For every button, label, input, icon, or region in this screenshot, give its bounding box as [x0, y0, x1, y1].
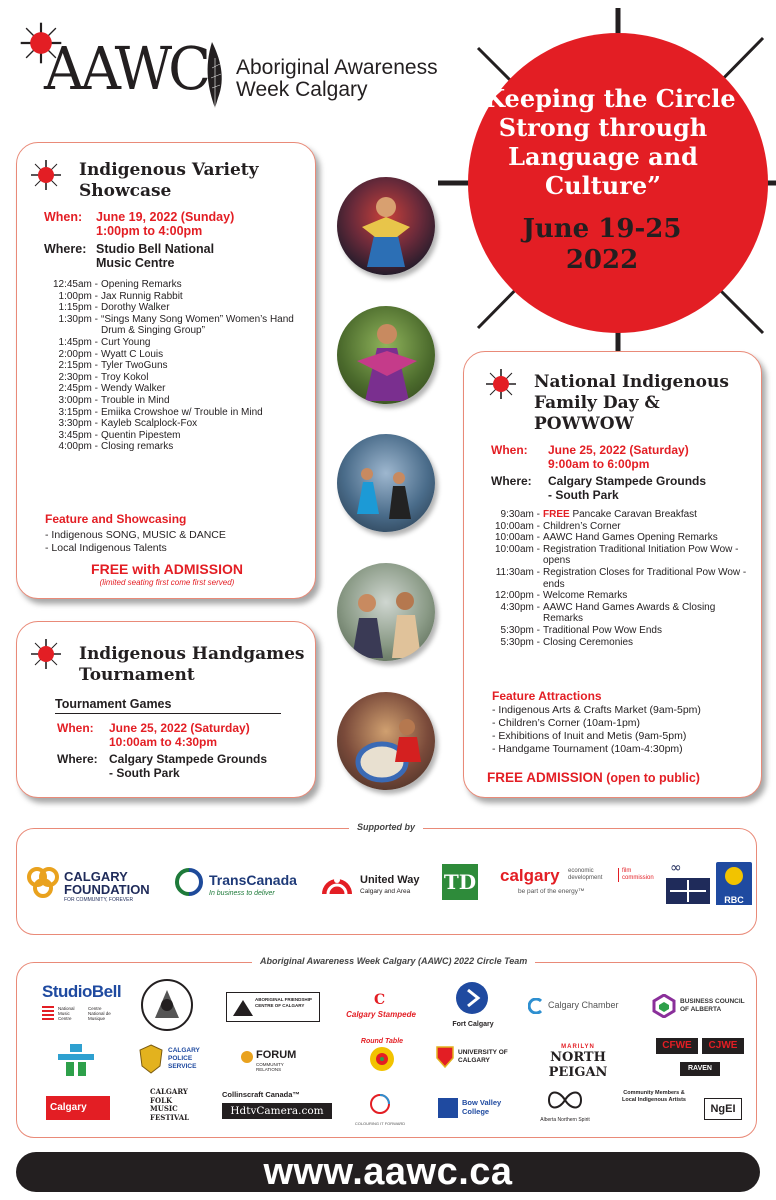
forum-sub: COMMUNITY RELATIONS — [256, 1062, 284, 1072]
calgary-foundation-logo — [26, 864, 156, 904]
schedule-desc-wrap — [540, 590, 748, 602]
afccc-name: ABORIGINAL FRIENDSHIP CENTRE OF CALGARY — [255, 997, 312, 1008]
schedule-desc: Closing Ceremonies — [543, 636, 634, 648]
cfwe-name: CFWE — [656, 1038, 698, 1054]
schedule-desc: Registration Closes for Traditional Pow Wow - ends — [543, 566, 747, 590]
dancer-photo-icon — [337, 177, 435, 275]
business-council-icon — [652, 994, 676, 1018]
medicine-wheel-icon — [484, 367, 518, 401]
schedule-time: 1:30pm - — [58, 313, 98, 325]
schedule-desc-wrap — [540, 521, 748, 533]
studio-bell-name: StudioBell — [42, 982, 122, 1001]
calgary-econ-name: calgary — [500, 866, 560, 885]
handgames-title-line2: Tournament — [79, 665, 195, 685]
medicine-wheel-icon — [29, 158, 63, 192]
circle-team-label: Aboriginal Awareness Week Calgary (AAWC) 2022 Circle Team — [252, 956, 535, 966]
north-peigan-name: NORTH PEIGAN — [548, 1050, 608, 1080]
united-way-name: United Way — [360, 874, 420, 886]
family-day-when — [491, 443, 689, 471]
schedule-desc: Registration Traditional Initiation Pow Wow - opens — [543, 543, 739, 567]
bow-valley-icon — [438, 1098, 458, 1118]
schedule-row — [43, 441, 311, 453]
showcase-feature-heading: Feature and Showcasing — [45, 512, 187, 526]
family-day-where-value — [548, 474, 706, 502]
schedule-time: 11:30am - — [495, 566, 540, 578]
showcase-schedule — [43, 279, 311, 453]
handgames-time: 10:00am to 4:30pm — [109, 735, 218, 749]
schedule-desc-wrap — [540, 567, 748, 590]
dancer-photo-icon — [337, 306, 435, 404]
calgary-economic-logo — [500, 866, 660, 902]
infinity-logo — [666, 858, 714, 906]
schedule-row — [486, 625, 748, 637]
showcase-when-value — [96, 210, 234, 238]
bow-valley-name: Bow Valley College — [462, 1098, 502, 1116]
calgary-chamber-name: Calgary Chamber — [548, 1000, 619, 1010]
schedule-row — [43, 383, 311, 395]
mountain-icon — [233, 998, 253, 1016]
folk-fest-logo: CALGARY FOLK MUSIC FESTIVAL — [150, 1087, 190, 1122]
schedule-row — [486, 590, 748, 602]
handgames-title-line1: Indigenous Handgames — [79, 644, 305, 664]
colouring-name: COLOURING IT FORWARD — [354, 1121, 406, 1126]
schedule-desc-wrap — [540, 602, 748, 625]
schedule-row — [486, 509, 748, 521]
handgames-where-value — [109, 752, 267, 780]
showcase-title-line1: Indigenous Variety — [79, 160, 259, 180]
calgary-foundation-name: CALGARY FOUNDATION — [64, 869, 150, 897]
handgames-subheading: Tournament Games — [55, 697, 281, 714]
schedule-desc-wrap — [540, 544, 748, 567]
city-of-calgary-logo: Calgary — [46, 1096, 110, 1120]
schedule-time: 10:00am - — [494, 532, 540, 544]
schedule-time: 9:30am - — [500, 509, 540, 520]
hero-tagline: “Keeping the Circle Strong through Language and Culture” — [470, 84, 736, 200]
schedule-desc: Opening Remarks — [101, 279, 182, 290]
free-admission-note: (open to public) — [602, 771, 700, 785]
svg-text:∞: ∞ — [670, 860, 682, 876]
schedule-desc-wrap — [540, 532, 748, 544]
schedule-row — [43, 349, 311, 361]
schedule-row — [486, 544, 748, 567]
schedule-row — [43, 302, 311, 314]
schedule-desc: AAWC Hand Games Awards & Closing Remarks — [543, 601, 716, 625]
feature-item: - Children’s Corner (10am-1pm) — [492, 717, 641, 729]
family-day-date: June 25, 2022 (Saturday) — [548, 443, 689, 457]
free-admission: FREE ADMISSION — [487, 770, 603, 785]
showcase-free-note: (limited seating first come first served) — [99, 578, 235, 587]
feature-item: - Exhibitions of Inuit and Metis (9am-5pm) — [492, 730, 687, 742]
schedule-row — [43, 372, 311, 384]
business-council-logo — [652, 994, 752, 1022]
schedule-desc: Troy Kokol — [101, 371, 149, 383]
schedule-time: 10:00am - — [494, 520, 540, 532]
handgames-title — [79, 644, 305, 686]
nmc-name-fr: Centre National de Musique — [88, 1006, 111, 1021]
nmc-name: National Music Centre — [58, 1006, 75, 1021]
uofc-logo — [436, 1046, 508, 1072]
transcanada-icon — [175, 868, 203, 896]
family-day-feature-heading: Feature Attractions — [492, 689, 602, 703]
schedule-desc: Welcome Remarks — [543, 590, 628, 602]
feature-item: - Indigenous SONG, MUSIC & DANCE — [45, 529, 226, 541]
family-day-where — [491, 474, 706, 502]
family-day-card — [463, 351, 762, 798]
infinity-icon — [666, 858, 714, 906]
schedule-time: 3:15pm - — [58, 406, 98, 418]
feature-item: - Indigenous Arts & Crafts Market (9am-5pm) — [492, 704, 701, 716]
family-day-venue-line1: Calgary Stampede Grounds — [548, 474, 707, 488]
photo-drummers — [337, 692, 435, 790]
schedule-time: 2:45pm - — [58, 383, 98, 395]
schedule-row — [43, 291, 311, 303]
bow-valley-logo — [438, 1096, 518, 1122]
family-day-free — [487, 770, 700, 785]
drum-photo-icon — [337, 692, 435, 790]
round-table-logo — [356, 1038, 408, 1082]
calgary-police-logo — [138, 1042, 208, 1078]
schedule-row — [43, 407, 311, 419]
uofc-crest-icon — [436, 1046, 454, 1068]
schedule-desc: Curt Young — [101, 336, 151, 348]
photo-dancer-1 — [337, 177, 435, 275]
colouring-forward-logo — [352, 1092, 408, 1128]
photo-singers — [337, 563, 435, 661]
family-day-title-line3: POWWOW — [534, 414, 634, 434]
family-day-when-value — [548, 443, 689, 471]
rbc-lion-icon — [716, 862, 752, 890]
schedule-desc: Emiika Crowshoe w/ Trouble in Mind — [101, 406, 263, 418]
singers-photo-icon — [337, 563, 435, 661]
family-day-time: 9:00am to 6:00pm — [548, 457, 650, 471]
police-badge-icon — [138, 1044, 164, 1074]
inukshuk-icon — [56, 1044, 96, 1076]
north-peigan-logo — [536, 1044, 620, 1080]
aawc-logo-letters: AAWC — [44, 35, 208, 104]
schedule-time: 2:00pm - — [58, 348, 98, 360]
where-label: Where: — [44, 242, 87, 256]
united-way-icon — [320, 866, 354, 896]
schedule-desc: Closing remarks — [101, 441, 174, 453]
stampede-name: Calgary Stampede — [346, 1010, 416, 1019]
united-way-logo — [320, 864, 420, 904]
forum-icon — [240, 1050, 254, 1064]
schedule-desc: AAWC Hand Games Opening Remarks — [543, 532, 718, 544]
showcase-title — [79, 160, 259, 202]
family-day-feature-list — [492, 704, 701, 756]
transcanada-logo — [175, 866, 305, 902]
handgames-when-value — [109, 721, 250, 749]
showcase-date: June 19, 2022 (Sunday) — [96, 210, 235, 224]
stampede-c-icon — [372, 990, 388, 1006]
hdtv-camera-logo — [222, 1090, 332, 1130]
fort-calgary-icon — [450, 980, 496, 1016]
united-way-tag: Calgary and Area — [360, 888, 411, 895]
supported-by-label: Supported by — [349, 822, 423, 832]
round-table-name: Round Table — [360, 1038, 404, 1045]
svg-text:C: C — [374, 992, 386, 1006]
forum-name: FORUM — [256, 1049, 297, 1061]
schedule-desc: Children’s Corner — [543, 520, 621, 532]
handgames-when — [57, 721, 250, 749]
calgary-econ-tag: be part of the energy™ — [518, 888, 585, 895]
schedule-desc: “Sings Many Song Women” Women’s Hand Drum & Singing Group” — [101, 313, 294, 337]
schedule-time: 4:30pm - — [500, 601, 540, 613]
calgary-police-name: CALGARY POLICE SERVICE — [168, 1047, 200, 1070]
schedule-time: 12:45am - — [52, 279, 98, 290]
schedule-row — [486, 602, 748, 625]
business-council-name: BUSINESS COUNCIL OF ALBERTA — [680, 998, 745, 1013]
forum-logo — [240, 1048, 310, 1072]
calgary-foundation-icon — [26, 866, 60, 900]
showcase-venue-line1: Studio Bell National — [96, 242, 215, 256]
treaty-seal-icon — [140, 978, 194, 1032]
showcase-title-line2: Showcase — [79, 181, 172, 201]
hdtv-name: HdtvCamera.com — [222, 1103, 332, 1119]
td-logo: TD — [442, 864, 478, 900]
chamber-c-icon — [528, 998, 544, 1014]
schedule-time: 12:00pm - — [494, 590, 540, 602]
schedule-desc-wrap — [540, 509, 748, 521]
handgames-venue-line1: Calgary Stampede Grounds — [109, 752, 268, 766]
schedule-time: 1:15pm - — [58, 302, 98, 314]
schedule-desc: Dorothy Walker — [101, 302, 170, 314]
feather-icon — [198, 38, 232, 110]
schedule-row — [486, 637, 748, 649]
family-day-title — [534, 372, 729, 435]
handgames-card — [16, 621, 316, 798]
transcanada-name: TransCanada — [209, 872, 297, 888]
film-commission: film commission — [618, 868, 654, 882]
calgary-chamber-logo — [528, 996, 628, 1018]
when-label: When: — [57, 721, 94, 735]
photo-performers — [337, 434, 435, 532]
fort-calgary-logo — [450, 980, 496, 1030]
raven-name: RAVEN — [680, 1062, 720, 1076]
family-day-schedule — [486, 509, 748, 648]
schedule-desc: Tyler TwoGuns — [101, 360, 168, 372]
schedule-row — [486, 567, 748, 590]
schedule-time: 5:30pm - — [500, 636, 540, 648]
stampede-logo — [344, 990, 418, 1026]
handgames-venue-line2: - South Park — [109, 766, 180, 780]
showcase-feature-list — [45, 529, 226, 555]
schedule-row — [486, 532, 748, 544]
when-label: When: — [491, 443, 528, 457]
showcase-where-value — [96, 242, 214, 270]
schedule-desc: Pancake Caravan Breakfast — [569, 509, 697, 520]
showcase-venue-line2: Music Centre — [96, 256, 175, 270]
schedule-time: 3:30pm - — [58, 418, 98, 430]
footer-bar — [16, 1152, 760, 1192]
when-label: When: — [44, 210, 83, 224]
calgary-foundation-tag: FOR COMMUNITY, FOREVER — [64, 897, 134, 903]
family-day-title-line2: Family Day & — [534, 393, 660, 413]
schedule-time: 2:15pm - — [58, 360, 98, 372]
schedule-row — [43, 418, 311, 430]
infinity-icon — [545, 1088, 585, 1112]
fort-calgary-name: Fort Calgary — [452, 1021, 494, 1028]
showcase-card — [16, 142, 316, 599]
collinscraft-name: Collinscraft Canada™ — [222, 1090, 300, 1099]
schedule-time: 2:30pm - — [58, 371, 98, 383]
org-name-line1: Aboriginal Awareness — [236, 56, 438, 79]
showcase-time: 1:00pm to 4:00pm — [96, 224, 203, 238]
org-name-line2: Week Calgary — [236, 78, 368, 101]
schedule-row — [43, 395, 311, 407]
uofc-name: UNIVERSITY OF CALGARY — [458, 1049, 508, 1064]
where-label: Where: — [491, 474, 532, 488]
schedule-desc: Kayleb Scalplock-Fox — [101, 418, 198, 430]
schedule-row — [43, 430, 311, 442]
showcase-where — [44, 242, 214, 270]
rbc-name: RBC — [716, 895, 752, 905]
schedule-desc: Wyatt C Louis — [101, 348, 164, 360]
colouring-circle-icon — [368, 1092, 392, 1116]
schedule-row — [486, 521, 748, 533]
photo-dancer-2 — [337, 306, 435, 404]
family-day-venue-line2: - South Park — [548, 488, 619, 502]
calgary-econ-sub: economic development — [568, 868, 603, 881]
handgames-where — [57, 752, 267, 780]
schedule-desc: Quentin Pipestem — [101, 429, 181, 441]
performers-photo-icon — [337, 434, 435, 532]
studio-bell-logo — [42, 982, 122, 1028]
schedule-time: 10:00am - — [494, 543, 540, 555]
alberta-northern-spirit-logo — [530, 1088, 600, 1128]
family-day-title-line1: National Indigenous — [534, 372, 729, 392]
schedule-time: 3:00pm - — [58, 394, 98, 406]
feature-item: - Handgame Tournament (10am-4:30pm) — [492, 743, 683, 755]
schedule-desc: Wendy Walker — [101, 383, 166, 395]
schedule-time: 3:45pm - — [58, 429, 98, 441]
round-table-icon — [368, 1045, 396, 1073]
alberta-northern-name: Alberta Northern Spirit — [540, 1117, 590, 1123]
schedule-desc: Traditional Pow Wow Ends — [543, 624, 662, 636]
hero-dates: June 19-25 2022 — [522, 214, 682, 275]
schedule-desc-wrap — [540, 637, 748, 649]
schedule-row — [43, 314, 311, 337]
showcase-free-text: FREE with ADMISSION — [91, 561, 243, 577]
org-name — [236, 57, 438, 101]
schedule-time: 1:00pm - — [58, 290, 98, 302]
schedule-desc-wrap — [540, 625, 748, 637]
schedule-desc: Jax Runnig Rabbit — [101, 290, 183, 302]
schedule-row — [43, 360, 311, 372]
medicine-wheel-icon — [29, 637, 63, 671]
community-members-logo: Community Members & Local Indigenous Artists — [622, 1090, 686, 1103]
schedule-time: 5:30pm - — [500, 624, 540, 636]
schedule-row — [43, 279, 311, 291]
free-tag: FREE — [543, 509, 570, 520]
schedule-desc: Trouble in Mind — [101, 394, 170, 406]
cfwe-logo — [654, 1038, 750, 1082]
nmc-stripes-icon — [42, 1006, 54, 1020]
handgames-date: June 25, 2022 (Saturday) — [109, 721, 250, 735]
transcanada-tag: In business to deliver — [209, 890, 275, 897]
showcase-when — [44, 210, 234, 238]
where-label: Where: — [57, 752, 98, 766]
website-link[interactable]: www.aawc.ca — [263, 1150, 513, 1193]
schedule-row — [43, 337, 311, 349]
feature-item: - Local Indigenous Talents — [45, 542, 167, 554]
schedule-time: 1:45pm - — [58, 336, 98, 348]
rbc-logo — [716, 862, 752, 904]
ngei-logo: NgEI — [704, 1098, 742, 1120]
afccc-logo — [226, 992, 320, 1022]
marilyn-name: MARILYN — [561, 1044, 595, 1050]
schedule-time: 4:00pm - — [58, 441, 98, 453]
cjwe-name: CJWE — [702, 1038, 744, 1054]
